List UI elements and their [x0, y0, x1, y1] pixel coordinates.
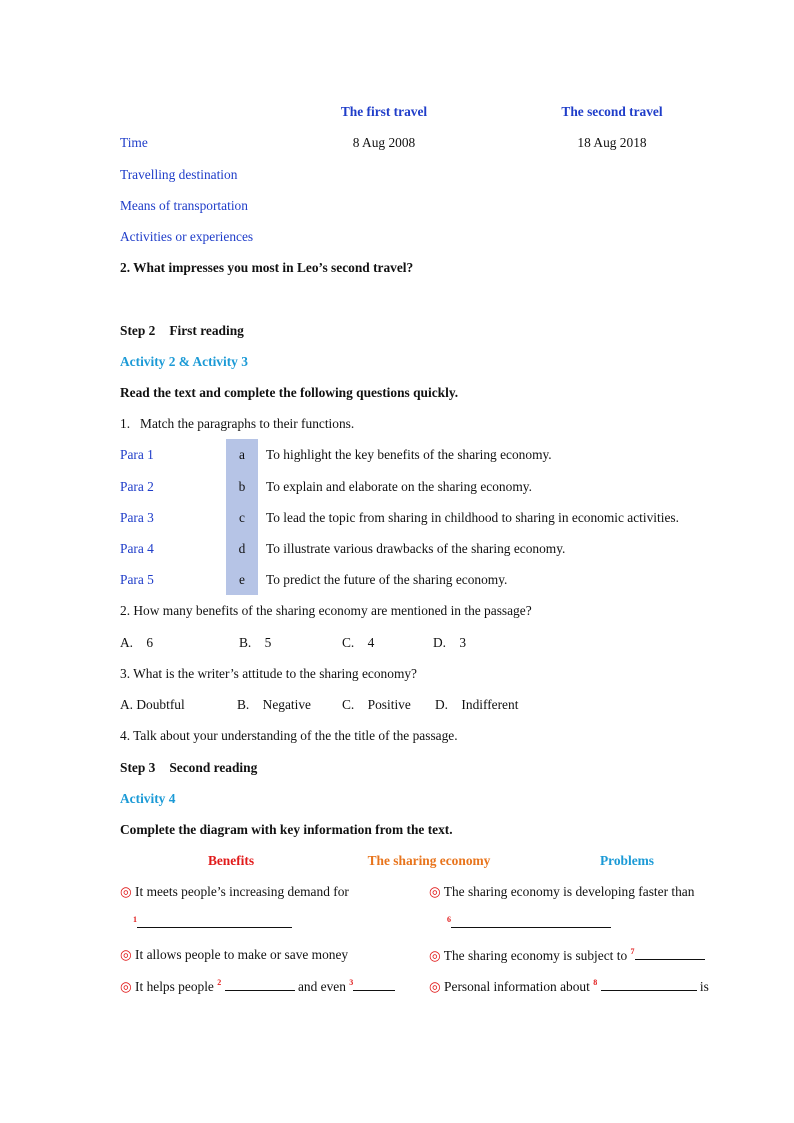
answer-blank[interactable] — [635, 947, 705, 960]
activity-2-3-heading: Activity 2 & Activity 3 — [120, 354, 248, 369]
diagram-problems-header: Problems — [599, 853, 655, 868]
match-number: 1. — [120, 416, 131, 431]
function-letter: e — [239, 572, 245, 587]
problem-blank-6 — [447, 915, 611, 934]
answer-blank[interactable] — [225, 978, 295, 991]
function-text: To highlight the key benefits of the sharing economy. — [266, 447, 552, 462]
benefit-text: It helps people — [135, 979, 214, 994]
blank-number: 8 — [593, 978, 598, 987]
row-label-time: Time — [120, 135, 148, 150]
step3-heading — [120, 760, 257, 776]
benefit-text: and even — [297, 979, 346, 994]
blank-number: 1 — [133, 915, 137, 924]
question-attitude: 3. What is the writer’s attitude to the sharing economy? — [120, 666, 417, 681]
blank-number: 3 — [349, 978, 354, 987]
option-a: A. 6 — [120, 635, 154, 650]
col-header-first-travel: The first travel — [340, 104, 428, 119]
diagram-center-header: The sharing economy — [367, 853, 491, 868]
function-text: To illustrate various drawbacks of the sharing economy. — [266, 541, 566, 556]
bullet-icon: ◎ — [120, 979, 132, 994]
function-text: To lead the topic from sharing in childhood to sharing in economic activities. — [266, 510, 679, 525]
step3-title: Second reading — [169, 760, 258, 775]
option-b: B. 5 — [239, 635, 272, 650]
benefit-item — [120, 947, 348, 963]
question-title-understanding: 4. Talk about your understanding of the the title of the passage. — [120, 728, 458, 743]
bullet-icon: ◎ — [429, 979, 441, 994]
col-header-second-travel: The second travel — [561, 104, 663, 119]
question-leo-travel: 2. What impresses you most in Leo’s second travel? — [120, 260, 414, 275]
match-question — [120, 416, 354, 432]
diagram-benefits-header: Benefits — [207, 853, 255, 868]
match-text: Match the paragraphs to their functions. — [140, 416, 355, 431]
problem-text: Personal information about — [444, 979, 590, 994]
option-b: B. Negative — [237, 697, 312, 712]
bullet-icon: ◎ — [429, 948, 441, 963]
para-label: Para 3 — [120, 510, 154, 525]
function-text: To predict the future of the sharing economy. — [266, 572, 508, 587]
option-d: D. 3 — [433, 635, 467, 650]
benefit-blank-1 — [133, 915, 292, 934]
benefit-text: It meets people’s increasing demand for — [135, 884, 349, 899]
function-letter: a — [239, 447, 245, 462]
benefit-text: It allows people to make or save money — [135, 947, 349, 962]
problem-item — [429, 884, 694, 900]
option-c: C. 4 — [342, 635, 375, 650]
problem-text: The sharing economy is developing faster than — [443, 884, 695, 899]
cell-time-first: 8 Aug 2008 — [352, 135, 416, 150]
function-letter: b — [238, 479, 246, 494]
instruction-diagram: Complete the diagram with key information from the text. — [120, 822, 453, 837]
para-label: Para 2 — [120, 479, 154, 494]
answer-blank[interactable] — [601, 978, 697, 991]
step2-title: First reading — [169, 323, 244, 338]
blank-number: 2 — [217, 978, 222, 987]
answer-blank[interactable] — [451, 915, 611, 928]
question-benefits-count: 2. How many benefits of the sharing economy are mentioned in the passage? — [120, 603, 532, 618]
activity-4-heading: Activity 4 — [120, 791, 176, 806]
function-text: To explain and elaborate on the sharing economy. — [266, 479, 532, 494]
answer-blank[interactable] — [137, 915, 292, 928]
bullet-icon: ◎ — [120, 947, 132, 962]
option-d: D. Indifferent — [435, 697, 519, 712]
problem-text: The sharing economy is subject to — [443, 948, 628, 963]
answer-blank[interactable] — [353, 978, 395, 991]
function-letter: d — [238, 541, 246, 556]
problem-item — [429, 947, 705, 966]
benefit-item — [120, 884, 349, 900]
problem-item — [429, 978, 709, 997]
problem-text: is — [699, 979, 709, 994]
step3-label: Step 3 — [120, 760, 156, 775]
function-letter: c — [239, 510, 245, 525]
option-a: A. Doubtful — [120, 697, 185, 712]
instruction-read-text: Read the text and complete the following questions quickly. — [120, 385, 459, 400]
blank-number: 6 — [447, 915, 451, 924]
cell-time-second: 18 Aug 2018 — [577, 135, 647, 150]
row-label-destination: Travelling destination — [120, 167, 238, 182]
row-label-activities: Activities or experiences — [120, 229, 254, 244]
blank-number: 7 — [630, 947, 635, 956]
option-c: C. Positive — [342, 697, 411, 712]
para-label: Para 4 — [120, 541, 154, 556]
row-label-transportation: Means of transportation — [120, 198, 248, 213]
bullet-icon: ◎ — [120, 884, 132, 899]
step2-heading — [120, 323, 244, 339]
bullet-icon: ◎ — [429, 884, 441, 899]
para-label: Para 1 — [120, 447, 154, 462]
step2-label: Step 2 — [120, 323, 156, 338]
benefit-item — [120, 978, 395, 997]
para-label: Para 5 — [120, 572, 154, 587]
